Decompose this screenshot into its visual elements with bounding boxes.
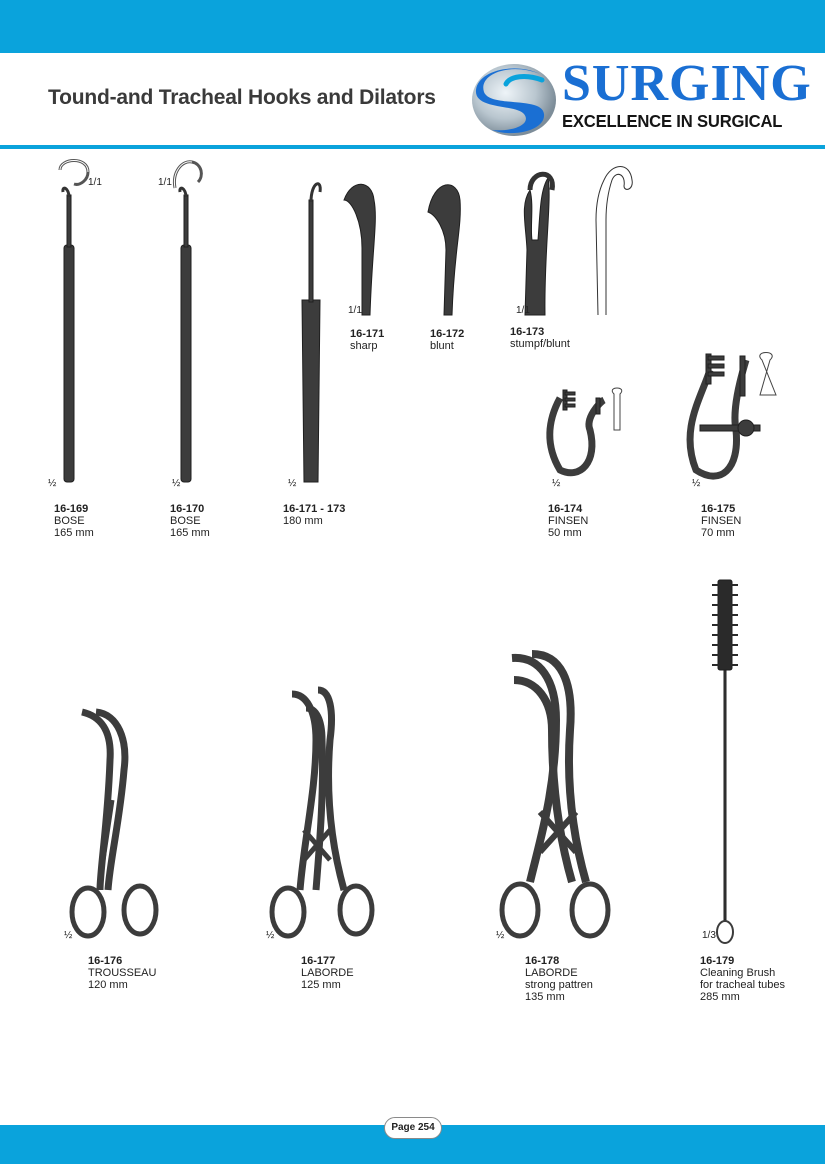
finsen-16-174-image (550, 388, 622, 473)
item-variant: blunt (430, 340, 454, 352)
page-title: Tound-and Tracheal Hooks and Dilators (48, 86, 436, 109)
item-code: 16-169 (54, 503, 89, 515)
tracheal-hook-handle-image (302, 184, 320, 482)
item-size: 285 mm (700, 991, 740, 1003)
item-size: 135 mm (525, 991, 565, 1003)
scale-label: ½ (48, 478, 57, 489)
item-size: 120 mm (88, 979, 128, 991)
item-name: FINSEN (548, 515, 589, 527)
caption-16-170 (170, 503, 210, 539)
caption-16-175 (701, 503, 741, 539)
item-size: 165 mm (170, 527, 210, 539)
item-size: 165 mm (54, 527, 94, 539)
caption-16-176 (88, 955, 156, 991)
caption-16-178 (525, 955, 593, 1003)
sharp-hook-tip-image (344, 184, 375, 315)
item-code: 16-174 (548, 503, 583, 515)
item-code: 16-179 (700, 955, 735, 967)
item-code: 16-171 (350, 328, 385, 340)
item-code: 16-177 (301, 955, 336, 967)
blunt-hook-outline-image (596, 167, 632, 316)
page-number: Page 254 (384, 1117, 442, 1139)
caption-16-171-173 (283, 503, 345, 527)
item-name: TROUSSEAU (88, 967, 157, 979)
item-code: 16-171 - 173 (283, 503, 346, 515)
hook-scale-label: 1/1 (88, 177, 102, 188)
item-name: BOSE (54, 515, 85, 527)
item-code: 16-175 (701, 503, 736, 515)
scale-label: ½ (692, 478, 701, 489)
scale-label: 1/3 (702, 930, 716, 941)
item-name: for tracheal tubes (700, 979, 785, 991)
trousseau-dilator-16-176-image (72, 712, 156, 936)
item-code: 16-172 (430, 328, 465, 340)
caption-16-172 (430, 328, 464, 352)
scale-label: ½ (288, 478, 297, 489)
item-variant: stumpf/blunt (510, 338, 570, 350)
item-variant: strong pattren (525, 979, 593, 991)
hook-scale-label: 1/1 (158, 177, 172, 188)
brand-tagline: EXCELLENCE IN SURGICAL (562, 111, 783, 131)
item-size: 125 mm (301, 979, 341, 991)
caption-16-173 (510, 326, 570, 350)
item-size: 50 mm (548, 527, 582, 539)
item-variant: sharp (350, 340, 378, 352)
item-name: Cleaning Brush (700, 967, 776, 979)
scale-label: 1/1 (348, 305, 362, 316)
scale-label: 1/1 (516, 305, 530, 316)
scale-label: ½ (266, 930, 275, 941)
cleaning-brush-16-179-image (712, 580, 738, 943)
blunt-hook-tip-16-173-image (524, 174, 552, 315)
brand-name: SURGING (562, 55, 812, 112)
caption-16-179 (700, 955, 785, 1003)
finsen-16-175-image (690, 353, 776, 477)
scale-label: ½ (496, 930, 505, 941)
item-size: 180 mm (283, 515, 323, 527)
caption-16-174 (548, 503, 588, 539)
item-code: 16-178 (525, 955, 560, 967)
item-name: FINSEN (701, 515, 742, 527)
item-name: BOSE (170, 515, 201, 527)
bose-hook-16-169-image (60, 161, 88, 483)
item-code: 16-176 (88, 955, 123, 967)
scale-label: ½ (172, 478, 181, 489)
scale-label: ½ (552, 478, 561, 489)
caption-16-177 (301, 955, 354, 991)
item-name: LABORDE (301, 967, 354, 979)
blunt-hook-tip-image (428, 185, 460, 315)
caption-16-169 (54, 503, 94, 539)
laborde-dilator-16-177-image (272, 690, 372, 936)
laborde-dilator-16-178-image (502, 654, 608, 936)
item-name: LABORDE (525, 967, 578, 979)
caption-16-171 (350, 328, 384, 352)
item-size: 70 mm (701, 527, 735, 539)
item-code: 16-173 (510, 326, 545, 338)
scale-label: ½ (64, 930, 73, 941)
bose-hook-16-170-image (174, 162, 201, 482)
item-code: 16-170 (170, 503, 205, 515)
